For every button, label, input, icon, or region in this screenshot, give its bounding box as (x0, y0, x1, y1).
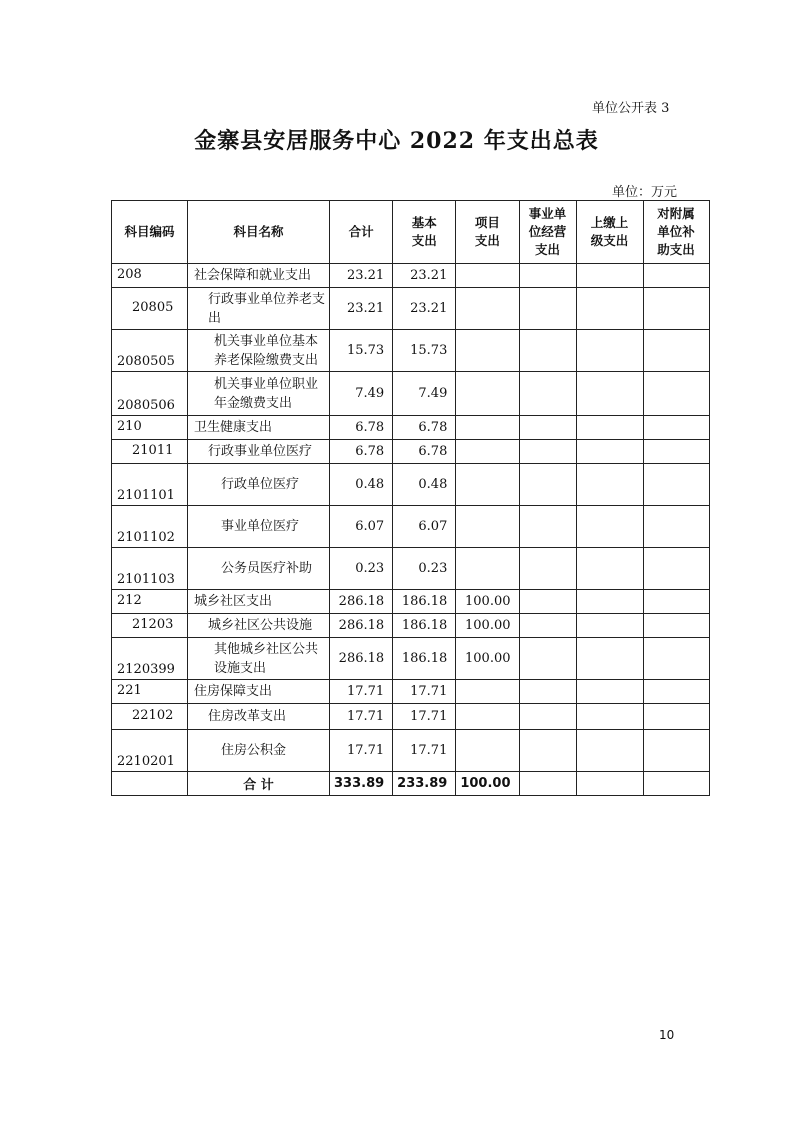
row-project (456, 464, 519, 506)
row-basic: 186.18 (393, 638, 456, 680)
page-number: 10 (659, 1028, 675, 1042)
row-code: 2120399 (112, 638, 188, 680)
table-row (112, 330, 710, 372)
table-row (112, 590, 710, 614)
row-total: 6.07 (330, 506, 393, 548)
col-header-project: 项目 支出 (456, 201, 519, 264)
total-project: 100.00 (456, 772, 519, 796)
row-code: 21203 (112, 614, 188, 638)
row-code: 20805 (112, 288, 188, 330)
table-row (112, 416, 710, 440)
row-total: 17.71 (330, 680, 393, 704)
row-total: 286.18 (330, 590, 393, 614)
row-name: 行政事业单位养老支出 (188, 288, 330, 330)
row-basic: 17.71 (393, 680, 456, 704)
row-total: 23.21 (330, 264, 393, 288)
row-basic: 6.07 (393, 506, 456, 548)
row-total: 17.71 (330, 730, 393, 772)
row-code: 22102 (112, 704, 188, 730)
row-basic: 23.21 (393, 264, 456, 288)
row-total: 286.18 (330, 614, 393, 638)
row-name: 其他城乡社区公共设施支出 (188, 638, 330, 680)
row-total: 0.23 (330, 548, 393, 590)
row-code: 2080506 (112, 372, 188, 416)
table-row (112, 440, 710, 464)
row-basic: 186.18 (393, 590, 456, 614)
row-name: 住房公积金 (188, 730, 330, 772)
row-code: 2101103 (112, 548, 188, 590)
col-header-name: 科目名称 (188, 201, 330, 264)
row-project (456, 730, 519, 772)
row-code: 2210201 (112, 730, 188, 772)
row-basic: 0.23 (393, 548, 456, 590)
row-name: 行政事业单位医疗 (188, 440, 330, 464)
unit-label: 单位：万元 (612, 185, 678, 200)
table-row (112, 680, 710, 704)
row-project (456, 440, 519, 464)
row-project (456, 704, 519, 730)
row-basic: 7.49 (393, 372, 456, 416)
row-name: 社会保障和就业支出 (188, 264, 330, 288)
table-row (112, 704, 710, 730)
row-total: 286.18 (330, 638, 393, 680)
table-row (112, 548, 710, 590)
col-header-basic: 基本 支出 (393, 201, 456, 264)
row-project (456, 264, 519, 288)
row-total: 6.78 (330, 440, 393, 464)
table-row (112, 638, 710, 680)
total-sum: 333.89 (330, 772, 393, 796)
row-code: 210 (112, 416, 188, 440)
row-project (456, 548, 519, 590)
row-project: 100.00 (456, 638, 519, 680)
table-row (112, 464, 710, 506)
row-code: 2101102 (112, 506, 188, 548)
row-project (456, 288, 519, 330)
row-project (456, 680, 519, 704)
row-code: 221 (112, 680, 188, 704)
page-title: 金寨县安居服务中心 2022 年支出总表 (194, 128, 599, 154)
row-basic: 0.48 (393, 464, 456, 506)
row-basic: 6.78 (393, 440, 456, 464)
row-project: 100.00 (456, 614, 519, 638)
row-name: 事业单位医疗 (188, 506, 330, 548)
row-name: 住房改革支出 (188, 704, 330, 730)
table-row (112, 288, 710, 330)
table-header-row (112, 201, 710, 264)
table-row (112, 372, 710, 416)
row-code: 21011 (112, 440, 188, 464)
row-basic: 23.21 (393, 288, 456, 330)
row-name: 行政单位医疗 (188, 464, 330, 506)
col-header-business: 事业单 位经营 支出 (519, 201, 576, 264)
table-row (112, 614, 710, 638)
row-code: 2101101 (112, 464, 188, 506)
row-project (456, 416, 519, 440)
total-basic: 233.89 (393, 772, 456, 796)
row-name: 住房保障支出 (188, 680, 330, 704)
table-row (112, 506, 710, 548)
row-basic: 6.78 (393, 416, 456, 440)
row-total: 17.71 (330, 704, 393, 730)
row-code: 212 (112, 590, 188, 614)
col-header-code: 科目编码 (112, 201, 188, 264)
row-total: 15.73 (330, 330, 393, 372)
row-project (456, 506, 519, 548)
row-name: 城乡社区支出 (188, 590, 330, 614)
table-row (112, 264, 710, 288)
row-basic: 17.71 (393, 704, 456, 730)
row-basic: 186.18 (393, 614, 456, 638)
col-header-total: 合计 (330, 201, 393, 264)
table-id-label: 单位公开表 3 (592, 101, 670, 116)
row-name: 公务员医疗补助 (188, 548, 330, 590)
row-project (456, 372, 519, 416)
row-name: 机关事业单位职业年金缴费支出 (188, 372, 330, 416)
col-header-subsidy: 对附属 单位补 助支出 (643, 201, 709, 264)
row-code: 2080505 (112, 330, 188, 372)
total-label: 合 计 (188, 772, 330, 796)
row-total: 6.78 (330, 416, 393, 440)
row-project: 100.00 (456, 590, 519, 614)
total-row (112, 772, 710, 796)
row-project (456, 330, 519, 372)
row-total: 23.21 (330, 288, 393, 330)
row-name: 城乡社区公共设施 (188, 614, 330, 638)
table-row (112, 730, 710, 772)
expenditure-table (111, 200, 710, 796)
col-header-remit: 上缴上 级支出 (576, 201, 643, 264)
row-code: 208 (112, 264, 188, 288)
row-total: 0.48 (330, 464, 393, 506)
row-basic: 17.71 (393, 730, 456, 772)
row-basic: 15.73 (393, 330, 456, 372)
row-total: 7.49 (330, 372, 393, 416)
row-name: 卫生健康支出 (188, 416, 330, 440)
row-name: 机关事业单位基本养老保险缴费支出 (188, 330, 330, 372)
